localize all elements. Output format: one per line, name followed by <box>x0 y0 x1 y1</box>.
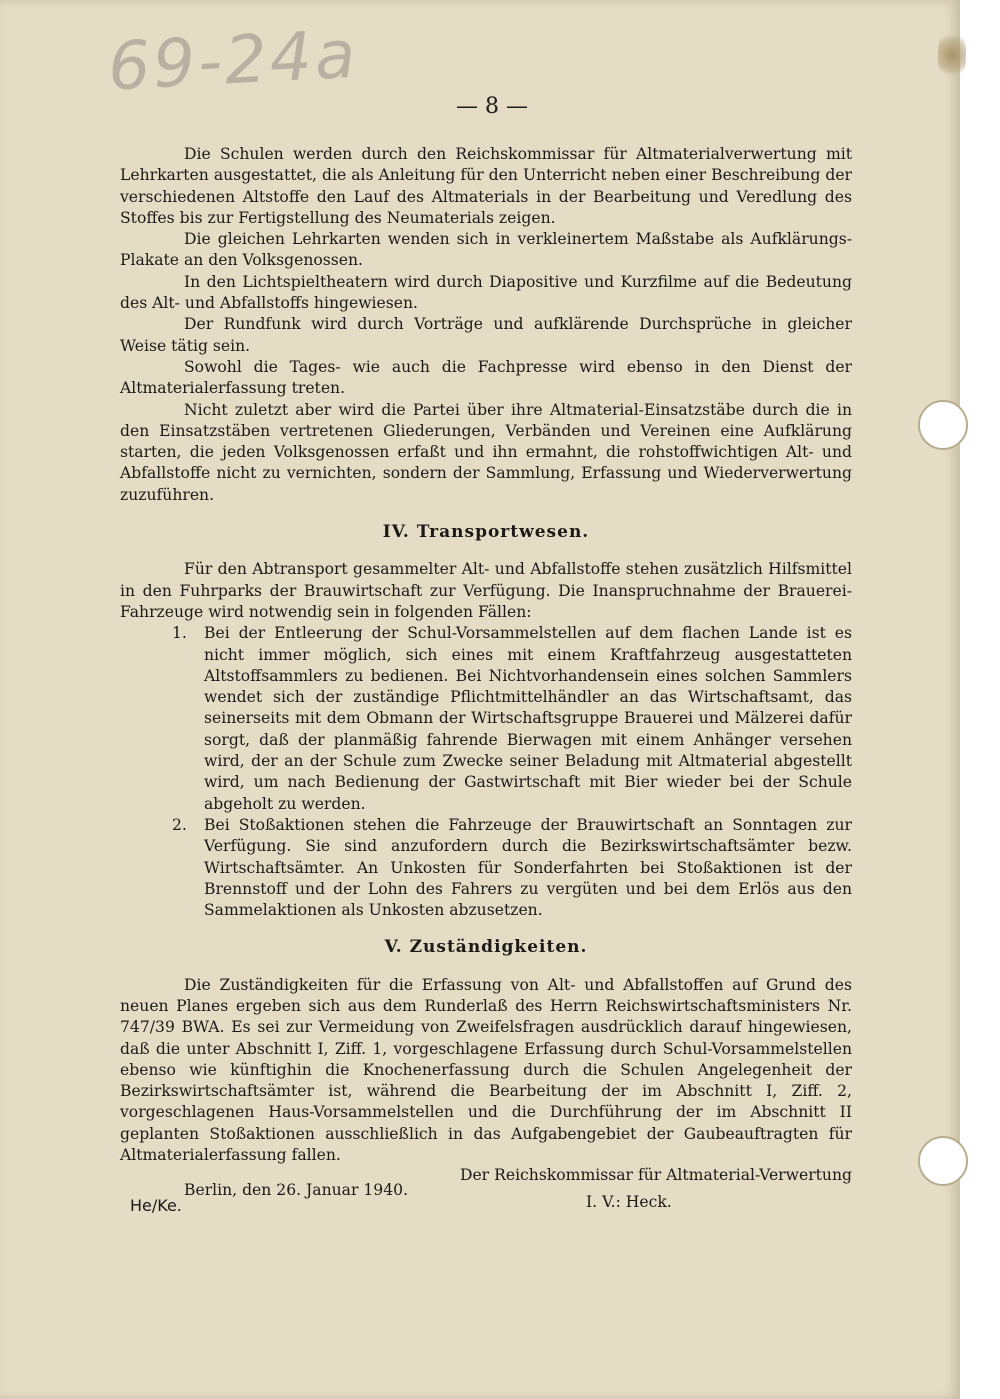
list-item-text: Bei Stoßaktionen stehen die Fahrzeuge der Brauwirtschaft an Sonntagen zur Verfügung. Sie sind anzufordern durch die Bezirkswirtschaftsämter bezw. Wirtschaftsämter. An Unkosten für Sonderfahrten bei Stoßaktionen ist der Brennstoff und der Lohn des Fahrers zu vergüten und bei dem Erlös aus den Sammelaktionen als Unkosten abzusetzen. <box>204 815 852 920</box>
intro-paragraph: Nicht zuletzt aber wird die Partei über ihre Altmaterial-Einsatzstäbe durch die in den Einsatzstäben vertretenen Gliederungen, Verbänden und Vereinen eine Aufklärung starten, die jeden Volksgenossen erfaßt und ihn ermahnt, die rohstoffwichtigen Alt- und Abfallstoffe nicht zu vernichten, sondern der Sammlung, Erfassung und Wiederverwertung zuzuführen. <box>120 400 852 504</box>
reference-initials: He/Ke. <box>130 1196 182 1215</box>
section-v-text: Die Zuständigkeiten für die Erfassung von Alt- und Abfallstoffen auf Grund des neuen Planes ergeben sich aus dem Runderlaß des Herrn Reichswirtschaftsministers Nr. 747/39 BWA. Es sei zur Vermeidung von Zweifelsfragen ausdrücklich darauf hingewiesen, daß die unter Abschnitt I, Ziff. 1, vorgeschlagene Erfassung durch Schul-Vorsammelstellen ebenso wie künftighin die Knochenerfassung durch die Schulen Angelegenheit der Bezirkswirtschaftsämter ist, während die Bearbeitung der im Abschnitt I, Ziff. 2, vorgeschlagenen Haus-Vorsammelstellen und die Durchführung der im Abschnitt II geplanten Stoßaktionen ausschließlich in das Aufgabengebiet der Gaubeauftragten für Altmaterialerfassung fallen. <box>120 975 852 1165</box>
list-item <box>120 623 852 815</box>
section-v-heading: V. Zuständigkeiten. <box>384 937 588 958</box>
archive-mark: 69-24a <box>106 15 361 106</box>
intro-paragraph: Die Schulen werden durch den Reichskommissar für Altmaterialverwertung mit Lehrkarten ausgestattet, die als Anleitung für den Unterricht neben einer Beschreibung der verschiedenen Altstoffe den Lauf des Altmaterials in der Bearbeitung und Veredlung des Stoffes bis zur Fertigstellung des Neumaterials zeigen. <box>120 145 852 227</box>
intro-paragraph: Die gleichen Lehrkarten wenden sich in verkleinertem Maßstabe als Aufklärungs-Plakate an den Volksgenossen. <box>120 230 852 270</box>
section-iv-list <box>120 623 852 921</box>
signature-block <box>120 1166 852 1226</box>
list-item-number: 2. <box>172 815 187 834</box>
document-body <box>120 144 852 1202</box>
date-line: Berlin, den 26. Januar 1940. <box>184 1181 409 1200</box>
page-number: — 8 — <box>456 94 528 119</box>
punch-hole-bottom <box>918 1136 968 1186</box>
list-item <box>120 815 852 921</box>
intro-paragraph: Der Rundfunk wird durch Vorträge und aufklärende Durchsprüche in gleicher Weise tätig sein. <box>120 315 852 355</box>
list-item-number: 1. <box>172 624 187 643</box>
intro-paragraph: In den Lichtspieltheatern wird durch Diapositive und Kurzfilme auf die Bedeutung des Alt- und Abfallstoffs hingewiesen. <box>120 272 852 313</box>
section-iv-heading: IV. Transportwesen. <box>382 522 590 543</box>
paper-stain <box>938 30 966 80</box>
list-item-text: Bei der Entleerung der Schul-Vorsammelstellen auf dem flachen Lande ist es nicht immer möglich, sich eines mit einem Kraftfahrzeug ausgestatteten Altstoffsammlers zu bedienen. Bei Nichtvorhandensein eines solchen Sammlers wendet sich der zuständige Pflichtmittelhändler an das Wirtschaftsamt, das seinerseits mit dem Obmann der Wirtschaftsgruppe Brauerei und Mälzerei dafür sorgt, daß der planmäßig fahrende Bierwagen mit einem Anhänger versehen wird, der an der Schule zum Zwecke seiner Beladung mit Altmaterial abgestellt wird, um nach Bedienung der Gastwirtschaft mit Bier wieder bei der Schule abgeholt zu werden. <box>204 624 852 813</box>
signature-title: Der Reichskommissar für Altmaterial-Verwertung <box>459 1166 852 1184</box>
punch-hole-top <box>918 400 968 450</box>
section-iv-intro: Für den Abtransport gesammelter Alt- und Abfallstoffe stehen zusätzlich Hilfsmittel in den Fuhrparks der Brauwirtschaft zur Verfügung. Die Inanspruchnahme der Brauerei-Fahrzeuge wird notwendig sein in folgenden Fällen: <box>120 560 852 621</box>
intro-paragraph: Sowohl die Tages- wie auch die Fachpresse wird ebenso in den Dienst der Altmaterialerfassung treten. <box>120 357 852 398</box>
signature-name: I. V.: Heck. <box>586 1193 672 1211</box>
